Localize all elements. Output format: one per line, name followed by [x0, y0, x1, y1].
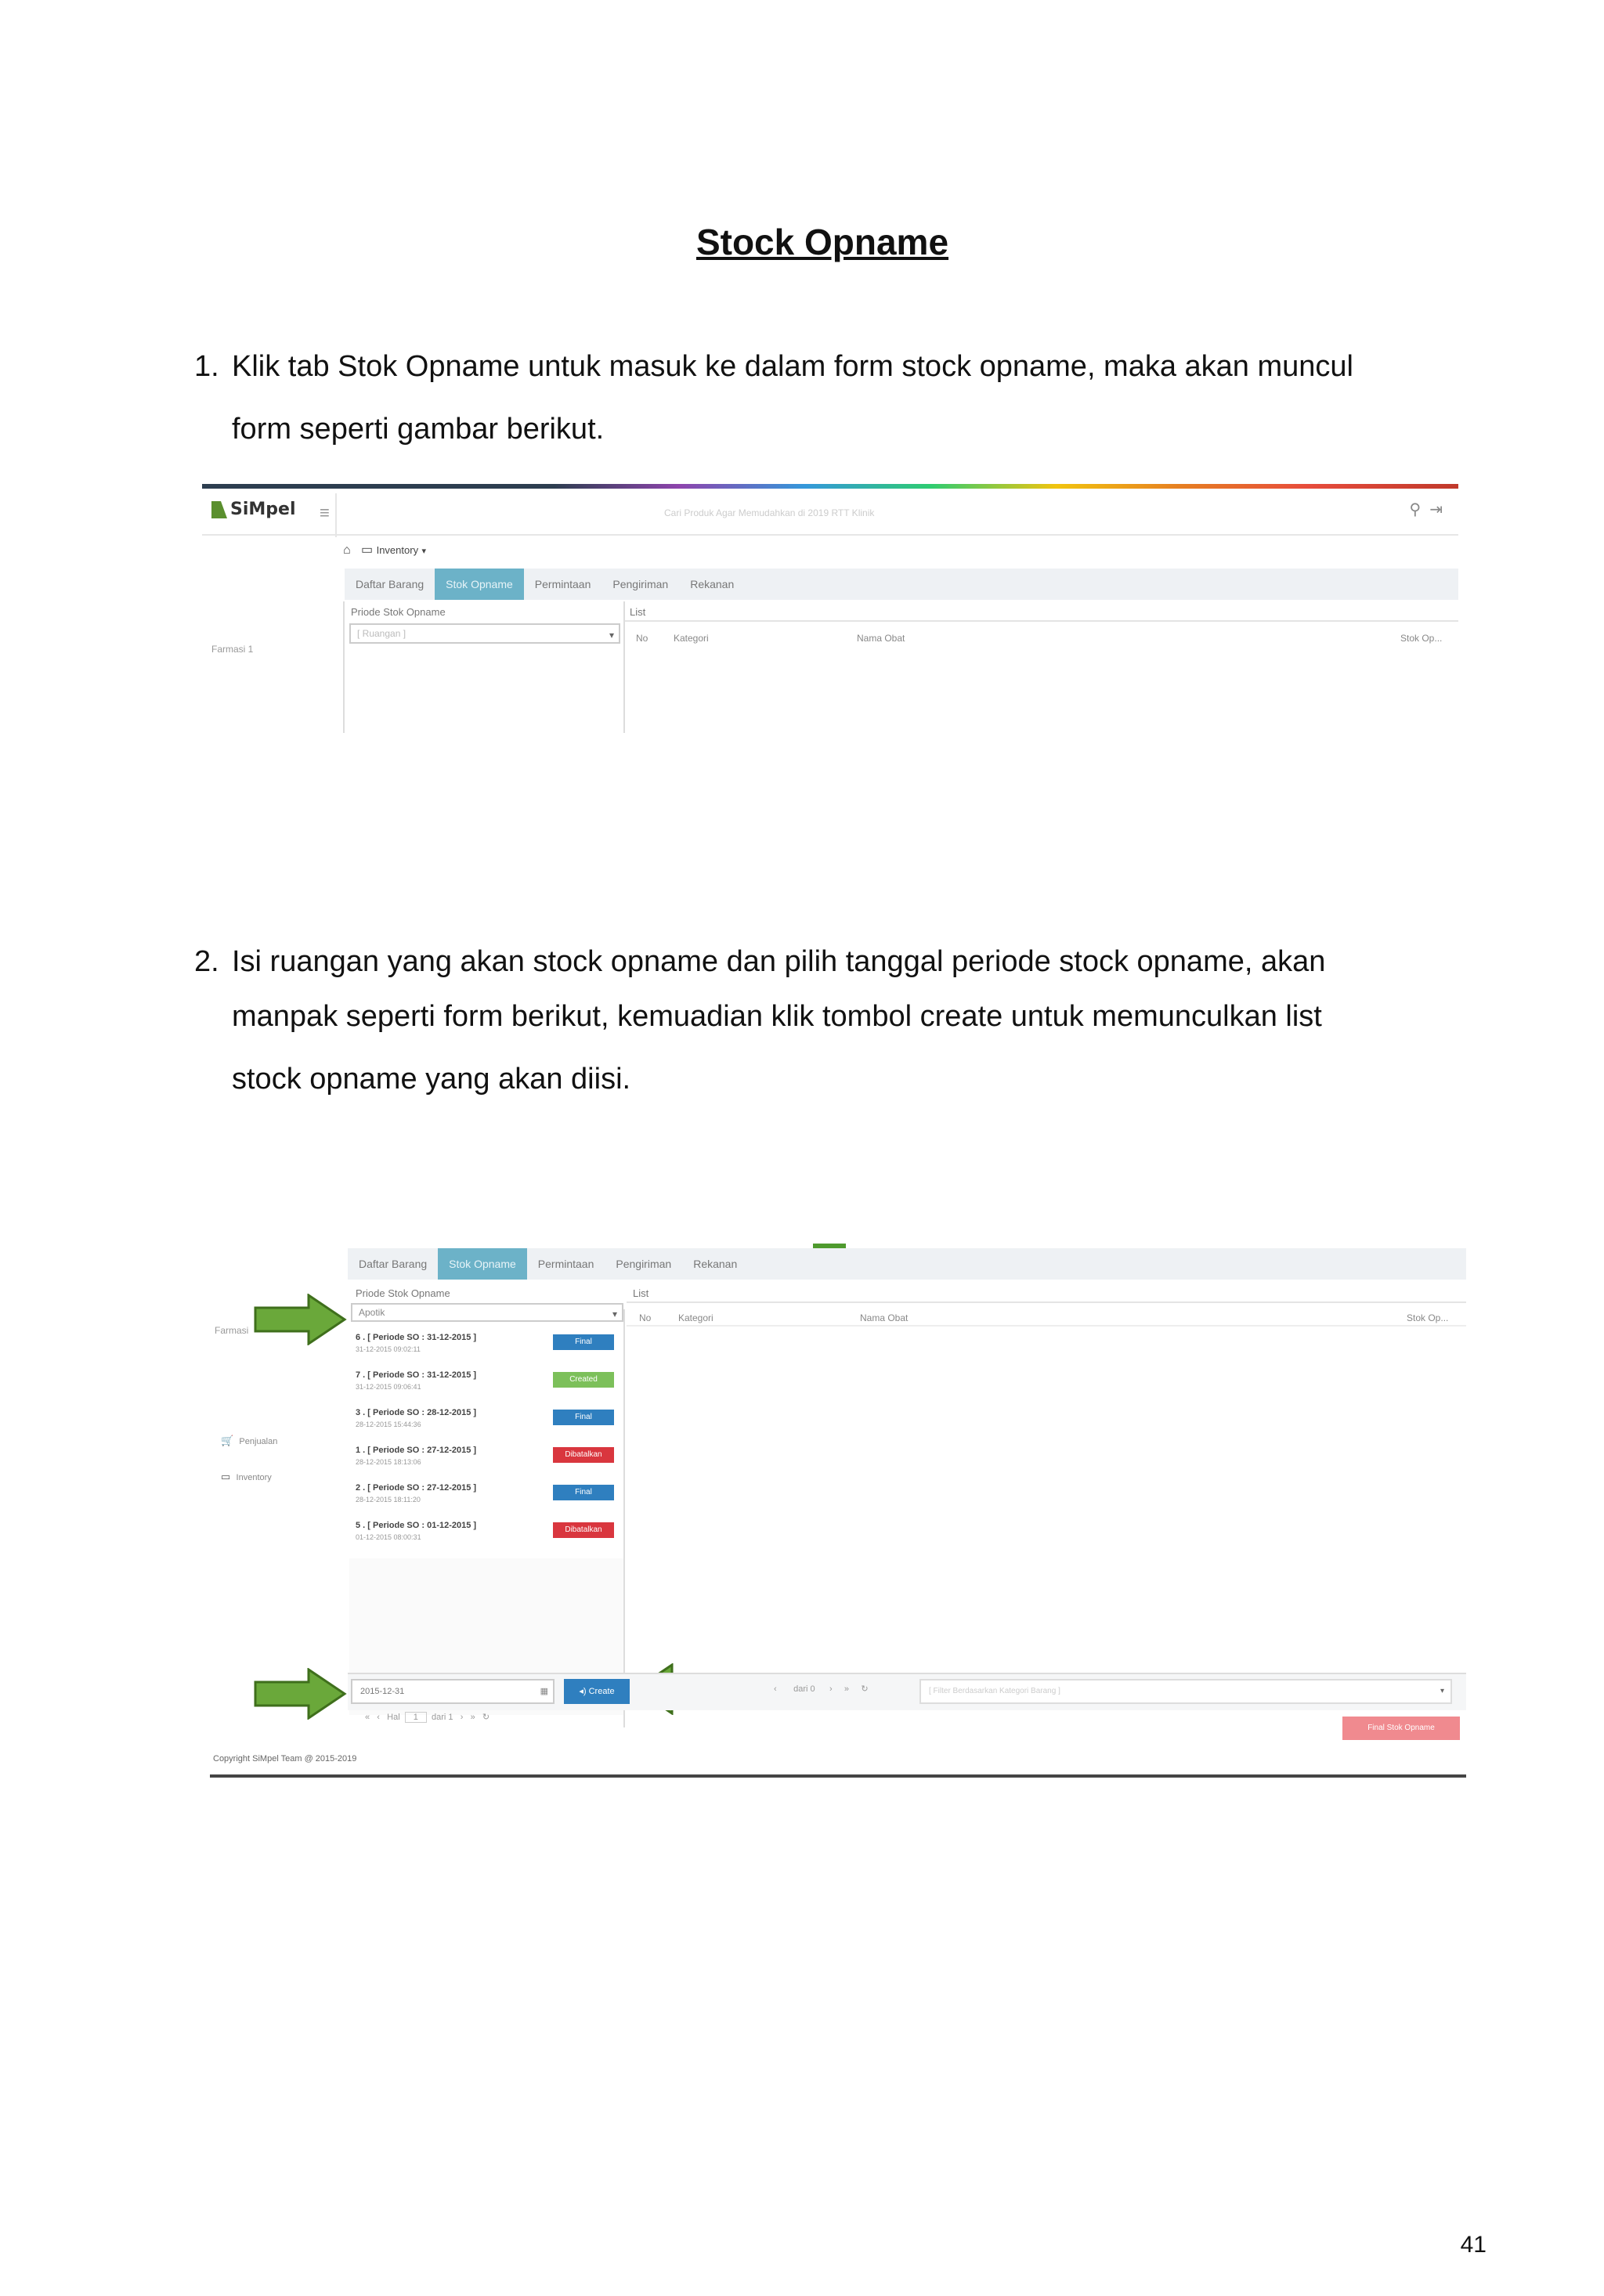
arrow-right-icon [254, 1668, 348, 1720]
create-button[interactable] [564, 1679, 630, 1704]
col-header-no: No [639, 1312, 652, 1323]
period-title: 2 . [ Periode SO : 27-12-2015 ] [356, 1483, 477, 1493]
first-page-icon[interactable]: « [365, 1713, 370, 1722]
status-badge: Dibatalkan [553, 1522, 614, 1538]
period-date: 28-12-2015 15:44:36 [356, 1421, 421, 1428]
step-text-line: Isi ruangan yang akan stock opname dan pilih tanggal periode stock opname, akan [232, 945, 1326, 978]
side-label: Farmasi [215, 1325, 249, 1336]
col-header-nama-obat: Nama Obat [860, 1312, 909, 1323]
col-header-kategori: Kategori [674, 633, 709, 644]
step-text-line: manpak seperti form berikut, kemuadian klik tombol create untuk memunculkan list [232, 1000, 1322, 1033]
tab-permintaan[interactable]: Permintaan [537, 1258, 594, 1270]
col-header-stok-op: Stok Op... [1407, 1312, 1449, 1323]
monitor-icon: ▭ [361, 543, 374, 557]
col-header-kategori: Kategori [678, 1312, 713, 1323]
tab-daftar-barang[interactable]: Daftar Barang [359, 1258, 428, 1270]
final-stok-opname-button[interactable] [1342, 1717, 1460, 1740]
period-title: 1 . [ Periode SO : 27-12-2015 ] [356, 1446, 477, 1455]
screenshot-stock-opname-filled [210, 1244, 1466, 1782]
status-badge: Dibatalkan [553, 1447, 614, 1463]
list-label: List [630, 606, 646, 618]
list-item[interactable] [356, 1370, 622, 1406]
next-page-icon[interactable]: › [829, 1684, 833, 1694]
tab-bar [348, 1248, 1466, 1280]
period-title: 3 . [ Periode SO : 28-12-2015 ] [356, 1408, 477, 1417]
tab-bar [345, 569, 1458, 600]
bottom-toolbar [348, 1673, 1466, 1710]
next-page-icon[interactable]: › [460, 1713, 464, 1722]
top-navbar [202, 489, 1458, 536]
list-label: List [633, 1287, 649, 1299]
date-value: 2015-12-31 [360, 1687, 405, 1696]
tab-stok-opname[interactable]: Stok Opname [435, 569, 524, 600]
list-item[interactable] [356, 1483, 622, 1519]
menu-label: Inventory [236, 1473, 272, 1482]
page-input[interactable]: 1 [405, 1712, 427, 1723]
tab-rekanan[interactable]: Rekanan [693, 1258, 738, 1270]
breadcrumb [343, 542, 426, 558]
menu-item-penjualan[interactable] [221, 1435, 277, 1447]
list-item[interactable] [356, 1408, 622, 1444]
page-of: dari 0 [793, 1684, 815, 1694]
col-header-no: No [636, 633, 648, 644]
room-select-value: [ Ruangan ] [357, 628, 406, 639]
col-header-nama-obat: Nama Obat [857, 633, 905, 644]
footer-divider [210, 1774, 1466, 1778]
logout-icon[interactable]: ⇥ [1429, 501, 1443, 518]
header-text: Cari Produk Agar Memudahkan di 2019 RTT Klinik [664, 507, 875, 518]
step-1 [194, 335, 1479, 460]
table-header-border [627, 1325, 1466, 1327]
list-item[interactable] [356, 1521, 622, 1557]
side-label: Farmasi 1 [211, 644, 254, 655]
step-number: 1. [194, 350, 219, 383]
period-title: 5 . [ Periode SO : 01-12-2015 ] [356, 1521, 477, 1530]
app-logo[interactable] [211, 500, 296, 519]
periode-label: Priode Stok Opname [356, 1287, 450, 1299]
room-select[interactable] [349, 623, 620, 644]
tab-permintaan[interactable]: Permintaan [534, 578, 591, 590]
list-item[interactable] [356, 1446, 622, 1482]
step-text-line: form seperti gambar berikut. [232, 413, 605, 446]
period-list [349, 1309, 625, 1727]
periode-panel [343, 601, 625, 733]
table-top-border [627, 1301, 1466, 1303]
list-item[interactable] [356, 1333, 622, 1369]
caret-down-icon: ▾ [612, 1309, 617, 1319]
status-badge: Final [553, 1410, 614, 1425]
cart-icon: 🛒 [221, 1435, 234, 1446]
page-number: 41 [1460, 2232, 1487, 2258]
caret-down-icon: ▾ [609, 630, 614, 641]
divider [335, 493, 337, 537]
period-date: 01-12-2015 08:00:31 [356, 1533, 421, 1541]
page-label: Hal [387, 1713, 400, 1722]
home-icon[interactable]: ⌂ [343, 543, 351, 557]
status-badge: Final [553, 1334, 614, 1350]
period-title: 6 . [ Periode SO : 31-12-2015 ] [356, 1333, 477, 1342]
breadcrumb-inventory[interactable]: Inventory [376, 544, 419, 556]
step-text-line: Klik tab Stok Opname untuk masuk ke dalam form stock opname, maka akan muncul [232, 350, 1353, 383]
search-icon[interactable]: ⚲ [1409, 501, 1422, 518]
period-title: 7 . [ Periode SO : 31-12-2015 ] [356, 1370, 477, 1380]
period-date: 28-12-2015 18:13:06 [356, 1458, 421, 1466]
pager-right [774, 1684, 869, 1694]
status-badge: Created [553, 1372, 614, 1388]
tab-daftar-barang[interactable]: Daftar Barang [356, 578, 424, 590]
menu-label: Penjualan [239, 1437, 278, 1446]
period-date: 31-12-2015 09:02:11 [356, 1345, 421, 1353]
step-number: 2. [194, 945, 219, 978]
pager-left [365, 1712, 490, 1722]
period-date: 28-12-2015 18:11:20 [356, 1496, 421, 1504]
tab-rekanan[interactable]: Rekanan [690, 578, 735, 590]
filter-value: [ Filter Berdasarkan Kategori Barang ] [929, 1687, 1060, 1695]
top-icons [1409, 500, 1443, 519]
status-badge: Final [553, 1485, 614, 1500]
menu-toggle-icon[interactable]: ≡ [320, 503, 330, 522]
logo-text: SiMpel [230, 500, 296, 519]
last-page-icon[interactable]: » [470, 1713, 475, 1722]
page-title: Stock Opname [695, 222, 949, 262]
category-filter-select[interactable] [919, 1679, 1452, 1704]
step-2 [194, 930, 1479, 1110]
tab-pengiriman[interactable]: Pengiriman [616, 1258, 672, 1270]
step-text-line: stock opname yang akan diisi. [232, 1063, 631, 1096]
tab-stok-opname[interactable]: Stok Opname [438, 1248, 527, 1280]
prev-page-icon[interactable]: ‹ [377, 1713, 380, 1722]
page-of: dari 1 [432, 1713, 453, 1722]
room-select-value: Apotik [359, 1307, 385, 1318]
tab-pengiriman[interactable]: Pengiriman [612, 578, 669, 590]
col-header-stok-op: Stok Op... [1400, 633, 1443, 644]
arrow-right-icon [254, 1294, 348, 1345]
chevron-down-icon[interactable]: ▾ [421, 547, 427, 556]
table-top-border [625, 620, 1458, 622]
last-page-icon[interactable]: » [844, 1684, 850, 1694]
screenshot-stock-opname-empty [202, 484, 1458, 733]
periode-label: Priode Stok Opname [351, 606, 446, 618]
create-label: Create [588, 1687, 615, 1696]
logo-mark-icon [211, 501, 227, 518]
caret-down-icon: ▾ [1440, 1687, 1444, 1695]
date-input[interactable] [351, 1679, 555, 1704]
menu-item-inventory[interactable] [221, 1471, 272, 1483]
final-button-label: Final Stok Opname [1367, 1724, 1435, 1732]
copyright: Copyright SiMpel Team @ 2015-2019 [213, 1754, 357, 1764]
monitor-icon: ▭ [221, 1471, 231, 1482]
period-date: 31-12-2015 09:06:41 [356, 1383, 421, 1391]
refresh-icon[interactable]: ↻ [482, 1713, 490, 1722]
create-icon: ◂) [579, 1687, 587, 1696]
refresh-icon[interactable]: ↻ [861, 1684, 869, 1694]
prev-page-icon[interactable]: ‹ [774, 1684, 777, 1694]
calendar-icon[interactable]: ▦ [540, 1687, 548, 1696]
